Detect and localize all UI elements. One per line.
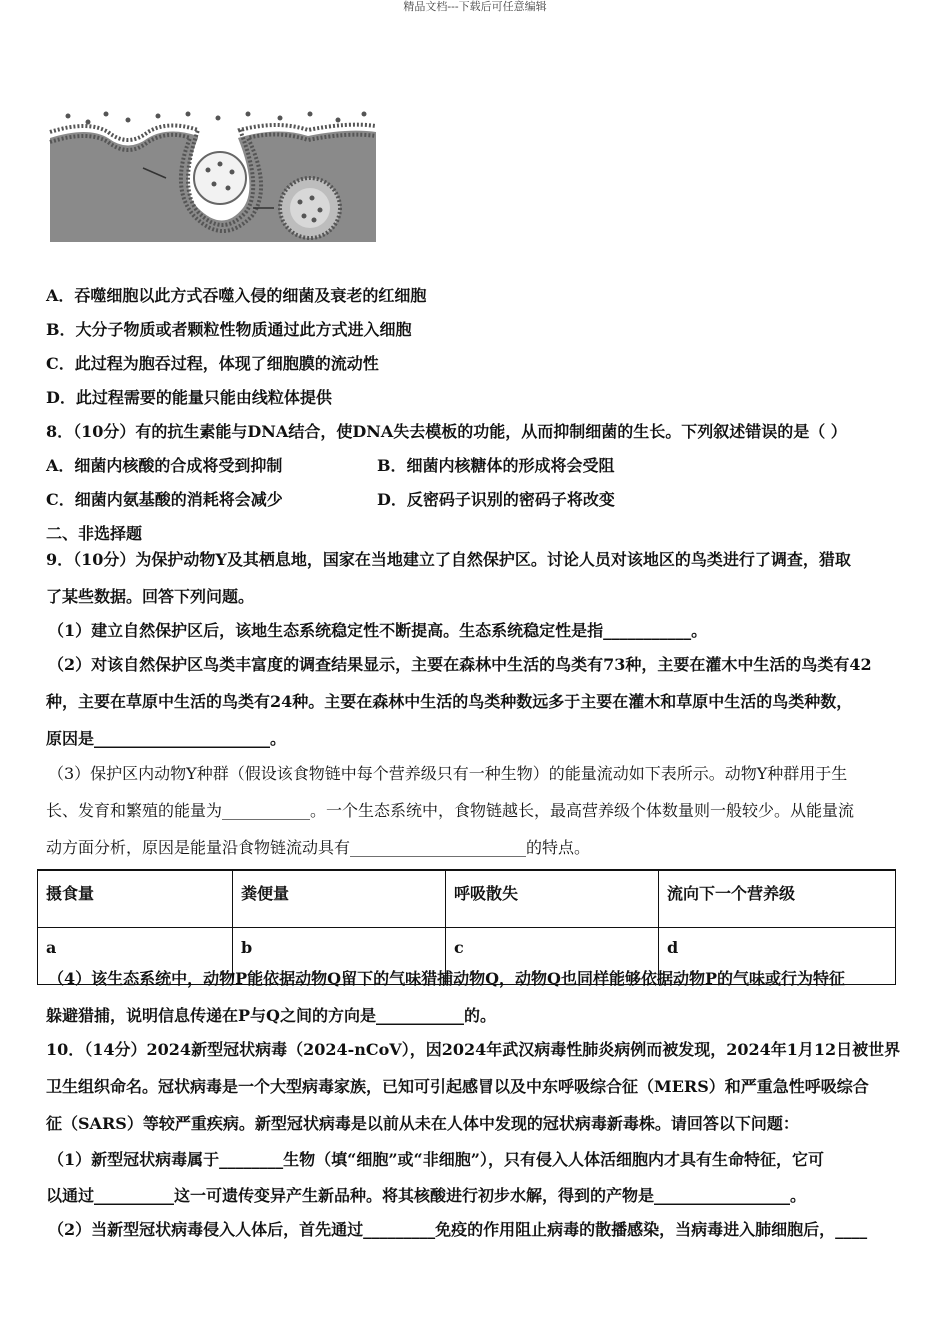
q10-line-2: 卫生组织命名。冠状病毒是一个大型病毒家族，已知可引起感冒以及中东呼吸综合征（MERS）和严重急性呼吸综合 — [46, 1077, 869, 1096]
q8-option-d: D．反密码子识别的密码子将改变 — [377, 490, 615, 509]
page-header: 精品文档---下载后可任意编辑 — [403, 0, 547, 13]
q7-option-a: A．吞噬细胞以此方式吞噬入侵的细菌及衰老的红细胞 — [46, 286, 427, 305]
q10-line-1: 10．（14分）2024新型冠状病毒（2024-nCoV），因2024年武汉病毒性肺炎病例而被发现，2024年1月12日被世界 — [46, 1040, 901, 1059]
q8-option-c: C．细菌内氨基酸的消耗将会减少 — [46, 490, 283, 509]
q9-line-11: 躲避猎捕，说明信息传递在P与Q之间的方向是___________的。 — [46, 1006, 496, 1025]
q9-line-9: 动方面分析，原因是能量沿食物链流动具有______________________的特点。 — [46, 838, 591, 857]
q10-line-6: （2）当新型冠状病毒侵入人体后，首先通过_________免疫的作用阻止病毒的散播感染，当病毒进入肺细胞后，____ — [48, 1220, 868, 1239]
endocytosis-figure — [48, 108, 378, 244]
q8-option-b: B．细菌内核糖体的形成将会受阻 — [377, 456, 615, 475]
table-header-row — [38, 870, 896, 928]
q9-line-7: （3）保护区内动物Y种群（假设该食物链中每个营养级只有一种生物）的能量流动如下表所示。动物Y种群用于生 — [48, 764, 848, 783]
q9-line-4: （2）对该自然保护区鸟类丰富度的调查结果显示，主要在森林中生活的鸟类有73种，主要在灌木中生活的鸟类有42 — [48, 655, 872, 674]
table-header-cell: 摄食量 — [38, 870, 233, 928]
table-cell: d — [659, 928, 896, 985]
table-cell: a — [38, 928, 233, 985]
table-cell: b — [233, 928, 446, 985]
q7-option-d: D．此过程需要的能量只能由线粒体提供 — [46, 388, 332, 407]
q7-option-c: C．此过程为胞吞过程，体现了细胞膜的流动性 — [46, 354, 379, 373]
table-header-cell: 呼吸散失 — [446, 870, 659, 928]
q9-line-8: 长、发育和繁殖的能量为___________。一个生态系统中，食物链越长，最高营养级个体数量则一般较少。从能量流 — [46, 801, 855, 820]
table-header-cell: 流向下一个营养级 — [659, 870, 896, 928]
q9-line-1: 9．（10分）为保护动物Y及其栖息地，国家在当地建立了自然保护区。讨论人员对该地区的鸟类进行了调查，猎取 — [46, 550, 851, 569]
q10-line-4: （1）新型冠状病毒属于________生物（填“细胞”或“非细胞”），只有侵入人体活细胞内才具有生命特征，它可 — [48, 1150, 824, 1169]
section-title: 二、非选择题 — [46, 524, 143, 543]
q9-line-10: （4）该生态系统中，动物P能依据动物Q留下的气味猎捕动物Q，动物Q也同样能够依据动物P的气味或行为特征 — [48, 969, 846, 988]
q10-line-5: 以通过__________这一可遗传变异产生新品种。将其核酸进行初步水解，得到的产物是_________________。 — [46, 1186, 807, 1205]
energy-flow-table — [37, 869, 896, 985]
q9-line-3: （1）建立自然保护区后，该地生态系统稳定性不断提高。生态系统稳定性是指___________。 — [48, 621, 708, 640]
table-cell: c — [446, 928, 659, 985]
q9-line-6: 原因是______________________。 — [46, 729, 287, 748]
q7-option-b: B．大分子物质或者颗粒性物质通过此方式进入细胞 — [46, 320, 412, 339]
q8-stem: 8．（10分）有的抗生素能与DNA结合，使DNA失去模板的功能，从而抑制细菌的生长。下列叙述错误的是（ ） — [46, 422, 847, 441]
q8-option-a: A．细菌内核酸的合成将受到抑制 — [46, 456, 283, 475]
table-header-cell: 粪便量 — [233, 870, 446, 928]
q9-line-2: 了某些数据。回答下列问题。 — [46, 587, 255, 606]
q10-line-3: 征（SARS）等较严重疾病。新型冠状病毒是以前从未在人体中发现的冠状病毒新毒株。请回答以下问题： — [46, 1114, 799, 1133]
q9-line-5: 种，主要在草原中生活的鸟类有24种。主要在森林中生活的鸟类种数远多于主要在灌木和草原中生活的鸟类种数， — [46, 692, 853, 711]
